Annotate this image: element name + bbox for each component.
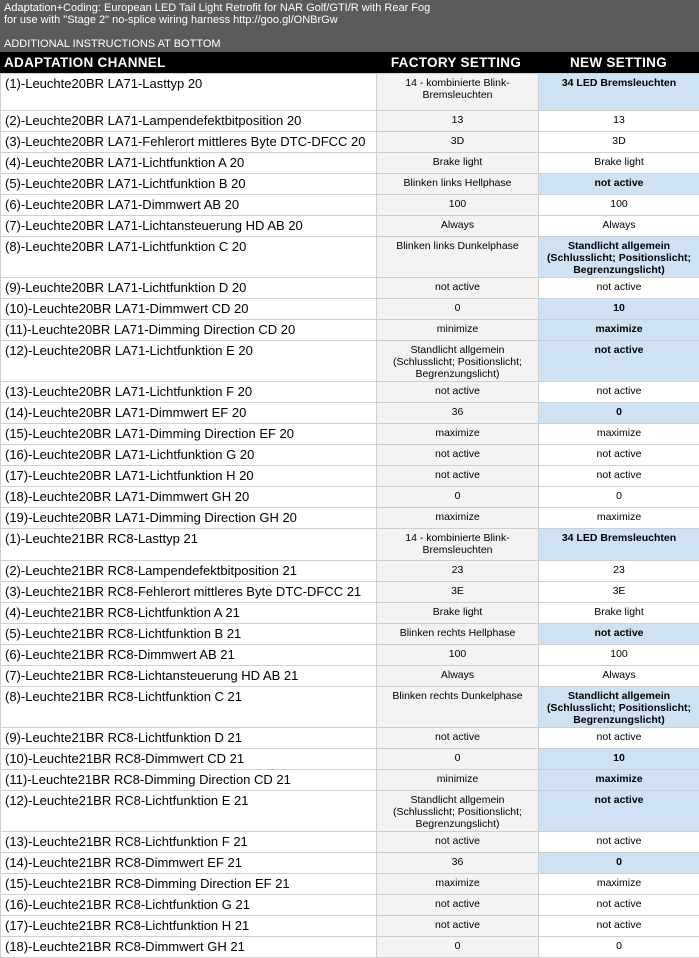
channel-cell: (6)-Leuchte20BR LA71-Dimmwert AB 20 [1,195,377,216]
factory-setting-cell: 13 [377,111,539,132]
channel-cell: (17)-Leuchte20BR LA71-Lichtfunktion H 20 [1,466,377,487]
factory-setting-cell: Blinken links Dunkelphase [377,237,539,278]
factory-setting-cell: 14 - kombinierte Blink-Bremsleuchten [377,529,539,561]
new-setting-cell: Always [539,666,699,687]
channel-cell: (10)-Leuchte21BR RC8-Dimmwert CD 21 [1,749,377,770]
new-setting-cell: 23 [539,561,699,582]
new-setting-cell: not active [539,624,699,645]
factory-setting-cell: Brake light [377,153,539,174]
new-setting-cell: not active [539,916,699,937]
adaptation-table-body [1,74,699,958]
table-row [1,487,699,508]
table-row [1,237,699,278]
additional-instructions-note: ADDITIONAL INSTRUCTIONS AT BOTTOM [4,38,221,50]
channel-cell: (11)-Leuchte20BR LA71-Dimming Direction CD 20 [1,320,377,341]
new-setting-cell: 100 [539,195,699,216]
new-setting-cell: not active [539,895,699,916]
table-row [1,111,699,132]
channel-cell: (6)-Leuchte21BR RC8-Dimmwert AB 21 [1,645,377,666]
new-setting-cell: not active [539,728,699,749]
factory-setting-cell: maximize [377,874,539,895]
table-row [1,382,699,403]
channel-cell: (16)-Leuchte21BR RC8-Lichtfunktion G 21 [1,895,377,916]
table-row [1,582,699,603]
channel-cell: (14)-Leuchte21BR RC8-Dimmwert EF 21 [1,853,377,874]
factory-setting-cell: not active [377,466,539,487]
table-row [1,624,699,645]
table-row [1,603,699,624]
table-row [1,853,699,874]
table-row [1,466,699,487]
channel-cell: (8)-Leuchte20BR LA71-Lichtfunktion C 20 [1,237,377,278]
new-setting-cell: 0 [539,487,699,508]
new-setting-cell: not active [539,382,699,403]
new-setting-cell: 34 LED Bremsleuchten [539,74,699,111]
table-row [1,445,699,466]
factory-setting-cell: Blinken links Hellphase [377,174,539,195]
page-title [4,2,695,26]
factory-setting-cell: Blinken rechts Hellphase [377,624,539,645]
table-row [1,561,699,582]
new-setting-cell: not active [539,341,699,382]
new-setting-cell: 0 [539,937,699,958]
channel-cell: (5)-Leuchte20BR LA71-Lichtfunktion B 20 [1,174,377,195]
new-setting-cell: 100 [539,645,699,666]
factory-setting-cell: 0 [377,299,539,320]
channel-cell: (4)-Leuchte21BR RC8-Lichtfunktion A 21 [1,603,377,624]
title-line-1: Adaptation+Coding: European LED Tail Light Retrofit for NAR Golf/GTI/R with Rear Fog [4,2,695,14]
table-row [1,299,699,320]
factory-setting-cell: Standlicht allgemein (Schlusslicht; Positionslicht; Begrenzungslicht) [377,791,539,832]
new-setting-cell: 3D [539,132,699,153]
table-row [1,874,699,895]
factory-setting-cell: 100 [377,195,539,216]
table-row [1,278,699,299]
factory-setting-cell: minimize [377,320,539,341]
factory-setting-cell: not active [377,728,539,749]
column-header-factory: FACTORY SETTING [374,55,538,70]
table-row [1,666,699,687]
table-row [1,216,699,237]
channel-cell: (3)-Leuchte20BR LA71-Fehlerort mittleres Byte DTC-DFCC 20 [1,132,377,153]
channel-cell: (1)-Leuchte21BR RC8-Lasttyp 21 [1,529,377,561]
table-row [1,749,699,770]
factory-setting-cell: 3D [377,132,539,153]
adaptation-table [0,73,699,958]
factory-setting-cell: 36 [377,403,539,424]
new-setting-cell: maximize [539,874,699,895]
channel-cell: (7)-Leuchte21BR RC8-Lichtansteuerung HD AB 21 [1,666,377,687]
factory-setting-cell: Always [377,666,539,687]
new-setting-cell: not active [539,791,699,832]
table-row [1,174,699,195]
factory-setting-cell: Brake light [377,603,539,624]
table-row [1,937,699,958]
factory-setting-cell: maximize [377,508,539,529]
table-row [1,916,699,937]
title-line-2: for use with "Stage 2" no-splice wiring harness http://goo.gl/ONBrGw [4,14,695,26]
new-setting-cell: Standlicht allgemein (Schlusslicht; Positionslicht; Begrenzungslicht) [539,237,699,278]
channel-cell: (19)-Leuchte20BR LA71-Dimming Direction GH 20 [1,508,377,529]
channel-cell: (18)-Leuchte20BR LA71-Dimmwert GH 20 [1,487,377,508]
new-setting-cell: not active [539,278,699,299]
channel-cell: (5)-Leuchte21BR RC8-Lichtfunktion B 21 [1,624,377,645]
table-row [1,153,699,174]
channel-cell: (15)-Leuchte20BR LA71-Dimming Direction EF 20 [1,424,377,445]
table-row [1,832,699,853]
channel-cell: (12)-Leuchte21BR RC8-Lichtfunktion E 21 [1,791,377,832]
table-row [1,728,699,749]
factory-setting-cell: Always [377,216,539,237]
table-row [1,320,699,341]
factory-setting-cell: not active [377,278,539,299]
new-setting-cell: not active [539,445,699,466]
new-setting-cell: 0 [539,853,699,874]
new-setting-cell: maximize [539,320,699,341]
new-setting-cell: not active [539,466,699,487]
table-row [1,645,699,666]
factory-setting-cell: not active [377,895,539,916]
channel-cell: (3)-Leuchte21BR RC8-Fehlerort mittleres Byte DTC-DFCC 21 [1,582,377,603]
column-header-new: NEW SETTING [538,55,699,70]
channel-cell: (13)-Leuchte20BR LA71-Lichtfunktion F 20 [1,382,377,403]
new-setting-cell: 10 [539,299,699,320]
table-row [1,529,699,561]
new-setting-cell: 3E [539,582,699,603]
factory-setting-cell: not active [377,832,539,853]
table-row [1,195,699,216]
table-row [1,403,699,424]
table-row [1,770,699,791]
column-header-row [0,52,699,73]
table-row [1,791,699,832]
new-setting-cell: 0 [539,403,699,424]
factory-setting-cell: 0 [377,749,539,770]
factory-setting-cell: not active [377,382,539,403]
new-setting-cell: 13 [539,111,699,132]
sheet-header [0,0,699,52]
new-setting-cell: maximize [539,770,699,791]
channel-cell: (2)-Leuchte21BR RC8-Lampendefektbitposition 21 [1,561,377,582]
factory-setting-cell: 36 [377,853,539,874]
factory-setting-cell: 14 - kombinierte Blink-Bremsleuchten [377,74,539,111]
factory-setting-cell: maximize [377,424,539,445]
channel-cell: (18)-Leuchte21BR RC8-Dimmwert GH 21 [1,937,377,958]
new-setting-cell: 34 LED Bremsleuchten [539,529,699,561]
factory-setting-cell: not active [377,445,539,466]
factory-setting-cell: Blinken rechts Dunkelphase [377,687,539,728]
channel-cell: (8)-Leuchte21BR RC8-Lichtfunktion C 21 [1,687,377,728]
channel-cell: (14)-Leuchte20BR LA71-Dimmwert EF 20 [1,403,377,424]
table-row [1,508,699,529]
new-setting-cell: Standlicht allgemein (Schlusslicht; Positionslicht; Begrenzungslicht) [539,687,699,728]
new-setting-cell: maximize [539,424,699,445]
channel-cell: (9)-Leuchte20BR LA71-Lichtfunktion D 20 [1,278,377,299]
table-row [1,132,699,153]
factory-setting-cell: 100 [377,645,539,666]
factory-setting-cell: 0 [377,487,539,508]
new-setting-cell: 10 [539,749,699,770]
table-row [1,687,699,728]
table-row [1,341,699,382]
factory-setting-cell: minimize [377,770,539,791]
column-header-channel: ADAPTATION CHANNEL [0,55,374,70]
channel-cell: (15)-Leuchte21BR RC8-Dimming Direction EF 21 [1,874,377,895]
channel-cell: (11)-Leuchte21BR RC8-Dimming Direction CD 21 [1,770,377,791]
new-setting-cell: Brake light [539,603,699,624]
channel-cell: (17)-Leuchte21BR RC8-Lichtfunktion H 21 [1,916,377,937]
table-row [1,74,699,111]
new-setting-cell: Brake light [539,153,699,174]
new-setting-cell: not active [539,174,699,195]
table-row [1,895,699,916]
channel-cell: (9)-Leuchte21BR RC8-Lichtfunktion D 21 [1,728,377,749]
channel-cell: (7)-Leuchte20BR LA71-Lichtansteuerung HD AB 20 [1,216,377,237]
channel-cell: (4)-Leuchte20BR LA71-Lichtfunktion A 20 [1,153,377,174]
factory-setting-cell: 3E [377,582,539,603]
channel-cell: (12)-Leuchte20BR LA71-Lichtfunktion E 20 [1,341,377,382]
factory-setting-cell: 0 [377,937,539,958]
new-setting-cell: maximize [539,508,699,529]
factory-setting-cell: 23 [377,561,539,582]
factory-setting-cell: not active [377,916,539,937]
channel-cell: (10)-Leuchte20BR LA71-Dimmwert CD 20 [1,299,377,320]
table-row [1,424,699,445]
new-setting-cell: not active [539,832,699,853]
channel-cell: (1)-Leuchte20BR LA71-Lasttyp 20 [1,74,377,111]
channel-cell: (2)-Leuchte20BR LA71-Lampendefektbitposition 20 [1,111,377,132]
channel-cell: (13)-Leuchte21BR RC8-Lichtfunktion F 21 [1,832,377,853]
new-setting-cell: Always [539,216,699,237]
factory-setting-cell: Standlicht allgemein (Schlusslicht; Positionslicht; Begrenzungslicht) [377,341,539,382]
channel-cell: (16)-Leuchte20BR LA71-Lichtfunktion G 20 [1,445,377,466]
